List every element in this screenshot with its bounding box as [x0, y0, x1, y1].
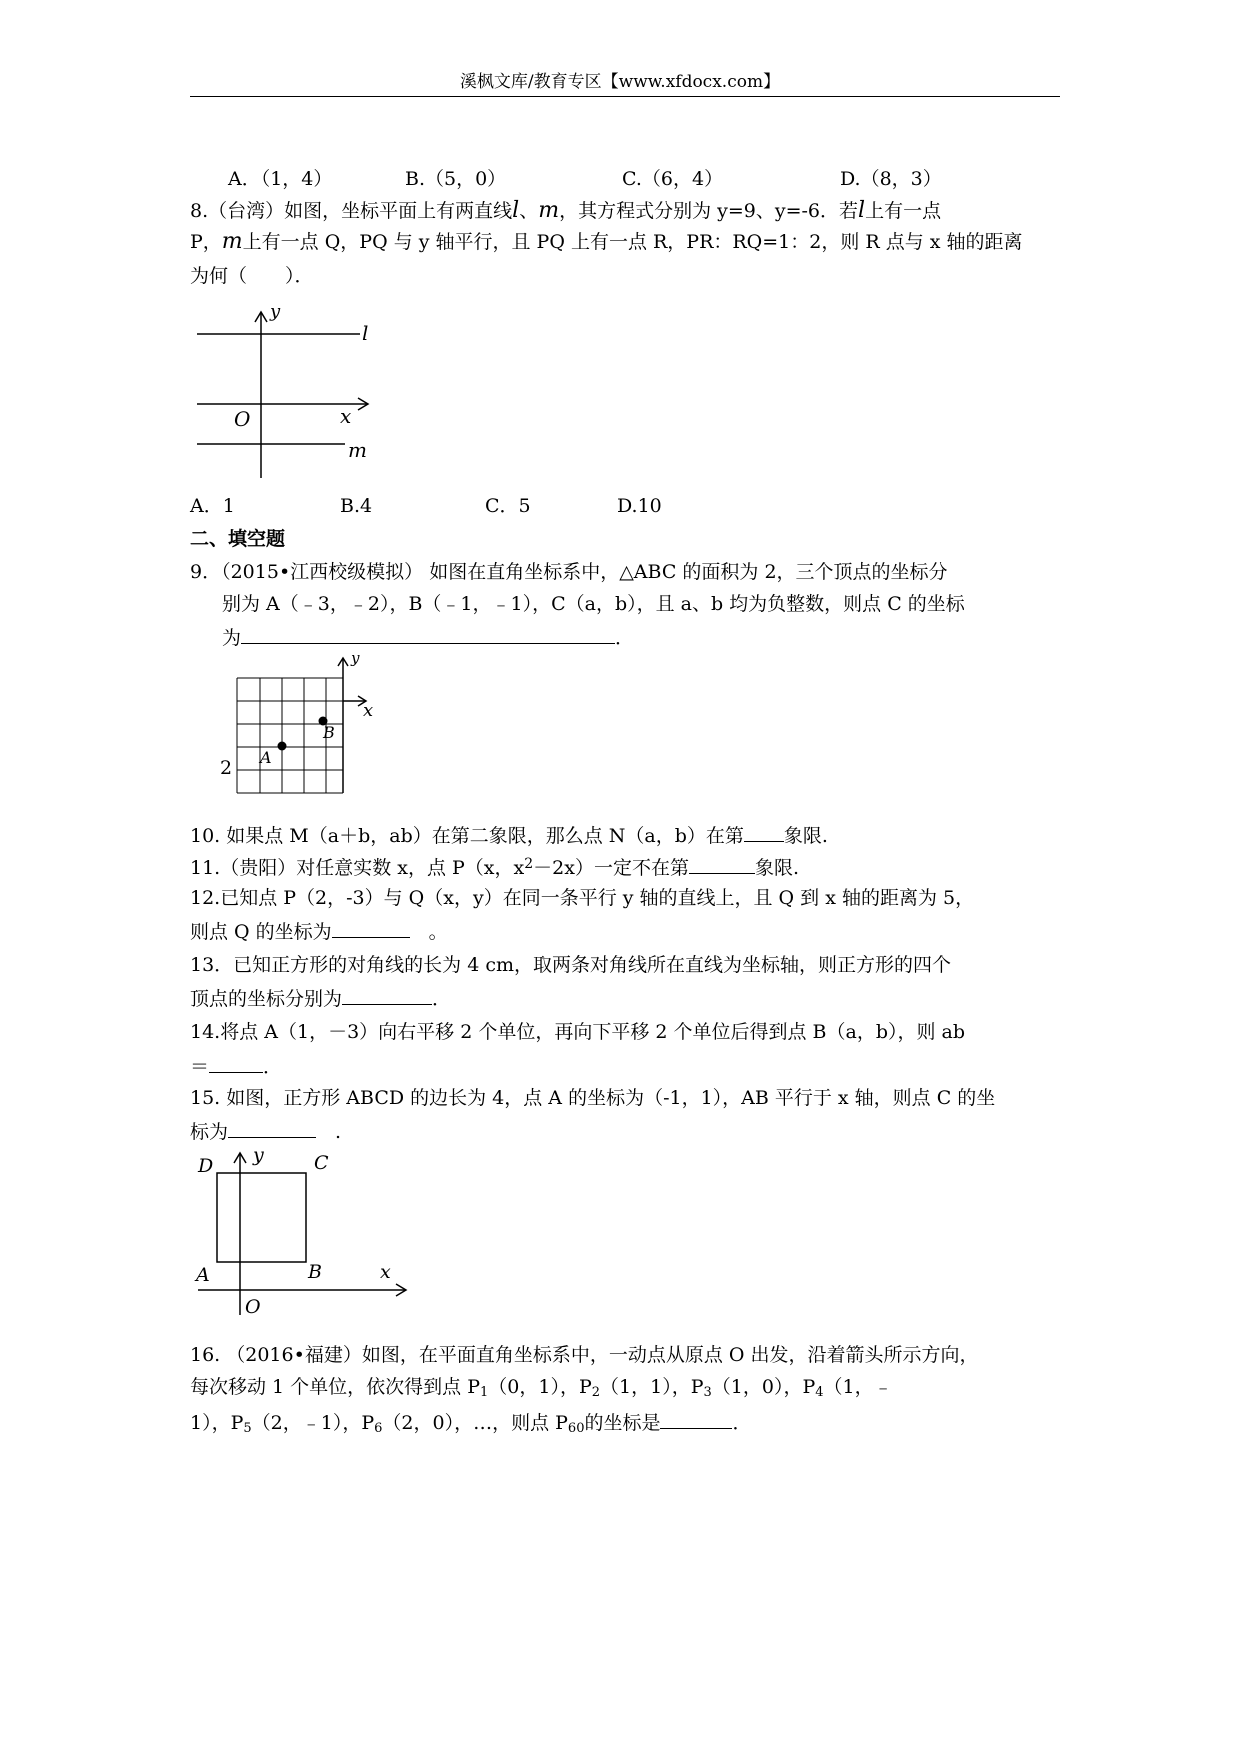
- q9-point-a: [278, 742, 287, 751]
- q8-fig-x-label: x: [340, 404, 352, 428]
- q9-line-1: 9．（2015•江西校级模拟） 如图在直角坐标系中，△ABC 的面积为 2，三个顶点的坐标分: [190, 561, 948, 583]
- q8-option-d: D.10: [617, 495, 662, 517]
- q15-line-1: 15. 如图，正方形 ABCD 的边长为 4，点 A 的坐标为（-1，1），AB 平行于 x 轴，则点 C 的坐: [190, 1087, 996, 1109]
- q15-fig-c-label: C: [314, 1152, 329, 1174]
- q8-line-1: 8.（台湾）如图，坐标平面上有两直线l、m，其方程式分别为 y=9、y=-6．若l上有一点: [190, 198, 942, 223]
- q15-fig-y-label: y: [253, 1144, 264, 1166]
- q15-answer-blank: [228, 1121, 316, 1138]
- q8-fig-m-label: m: [348, 438, 367, 462]
- q8-option-b: B.4: [340, 495, 373, 517]
- q16-line-1: 16. （2016•福建）如图，在平面直角坐标系中，一动点从原点 O 出发，沿着箭头所示方向，: [190, 1344, 979, 1366]
- q8-option-a: A．1: [190, 495, 235, 517]
- q9-fig-2-label: 2: [220, 757, 233, 779]
- q15-figure: [190, 1145, 420, 1320]
- q7-option-a: A．（1，4）: [228, 168, 333, 190]
- q10-answer-blank: [744, 825, 784, 842]
- q11-line: 11.（贵阳）对任意实数 x，点 P（x，$x^2-2x$）一定不在第 象限.: [190, 856, 800, 879]
- q7-option-c: C.（6，4）: [622, 168, 724, 190]
- q8-var-m: m: [538, 198, 560, 223]
- q14-line-1: 14.将点 A（1，－3）向右平移 2 个单位，再向下平移 2 个单位后得到点 B（a，b），则 ab: [190, 1021, 966, 1043]
- q15-square: [217, 1173, 306, 1262]
- q13-answer-blank: [342, 988, 432, 1005]
- q15-fig-a-label: A: [196, 1264, 210, 1286]
- q9-fig-y-label: y: [351, 649, 360, 667]
- q16-answer-blank: [660, 1412, 732, 1429]
- q15-fig-x-label: x: [380, 1261, 391, 1283]
- q14-line-2: ＝ ．: [190, 1056, 283, 1078]
- q9-fig-b-label: B: [323, 723, 335, 742]
- q13-line-2: 顶点的坐标分别为 ．: [190, 988, 452, 1010]
- q15-fig-d-label: D: [198, 1155, 214, 1177]
- q16-line-2: 每次移动 1 个单位，依次得到点 $P_1(0$，1），$P_2(1$，1），$P_3(1$，0），$P_4(1$，﹣: [190, 1376, 893, 1400]
- q12-line-1: 12.已知点 P（2，-3）与 Q（x，y）在同一条平行 y 轴的直线上，且 Q 到 x 轴的距离为 5，: [190, 887, 975, 909]
- q8-var-m-2: m: [221, 229, 243, 254]
- q8-line-2: P，m上有一点 Q，PQ 与 y 轴平行，且 PQ 上有一点 R，PR：RQ=1：2，则 R 点与 x 轴的距离: [190, 229, 1023, 254]
- q12-line-2: 则点 Q 的坐标为 。: [190, 921, 448, 943]
- q10-line: 10. 如果点 M（a＋b，ab）在第二象限，那么点 N（a，b）在第 象限.: [190, 825, 828, 847]
- q8-fig-y-label: y: [270, 301, 281, 322]
- q9-fig-a-label: A: [260, 748, 272, 767]
- q9-answer-blank: [241, 627, 615, 644]
- q15-fig-origin-label: O: [245, 1296, 261, 1318]
- q9-figure: [218, 650, 388, 800]
- q16-line-3: 1），$P_5(2$，﹣1），$P_6(2$，0），…，则点 $P_{60}$的坐标是 ．: [190, 1412, 752, 1436]
- q7-option-d: D.（8，3）: [840, 168, 942, 190]
- q8-var-l-2: l: [858, 198, 866, 223]
- q14-answer-blank: [209, 1056, 263, 1073]
- q9-line-3: 为 ．: [222, 627, 635, 649]
- q11-answer-blank: [689, 857, 755, 874]
- q12-answer-blank: [332, 921, 410, 938]
- q9-line-2: 别为 A（﹣3，﹣2），B（﹣1，﹣1），C（a，b），且 a、b 均为负整数，则点 C 的坐标: [222, 593, 965, 615]
- q15-fig-b-label: B: [308, 1261, 322, 1283]
- page-header: 溪枫文库/教育专区【www.xfdocx.com】: [459, 72, 781, 92]
- q8-var-l: l: [512, 198, 520, 223]
- q8-fig-l-label: l: [362, 321, 369, 345]
- q8-option-c: C．5: [485, 495, 531, 517]
- q9-fig-x-label: x: [363, 700, 374, 721]
- q15-line-2: 标为 .: [190, 1121, 342, 1143]
- q13-line-1: 13．已知正方形的对角线的长为 4 cm，取两条对角线所在直线为坐标轴，则正方形的四个: [190, 954, 952, 976]
- q8-figure: [190, 300, 390, 480]
- q8-fig-origin-label: O: [234, 407, 251, 431]
- header-rule: [190, 96, 1060, 97]
- q7-option-b: B.（5，0）: [405, 168, 507, 190]
- q8-line-3: 为何（ ）．: [190, 265, 314, 287]
- section-2-title: 二、填空题: [190, 528, 286, 550]
